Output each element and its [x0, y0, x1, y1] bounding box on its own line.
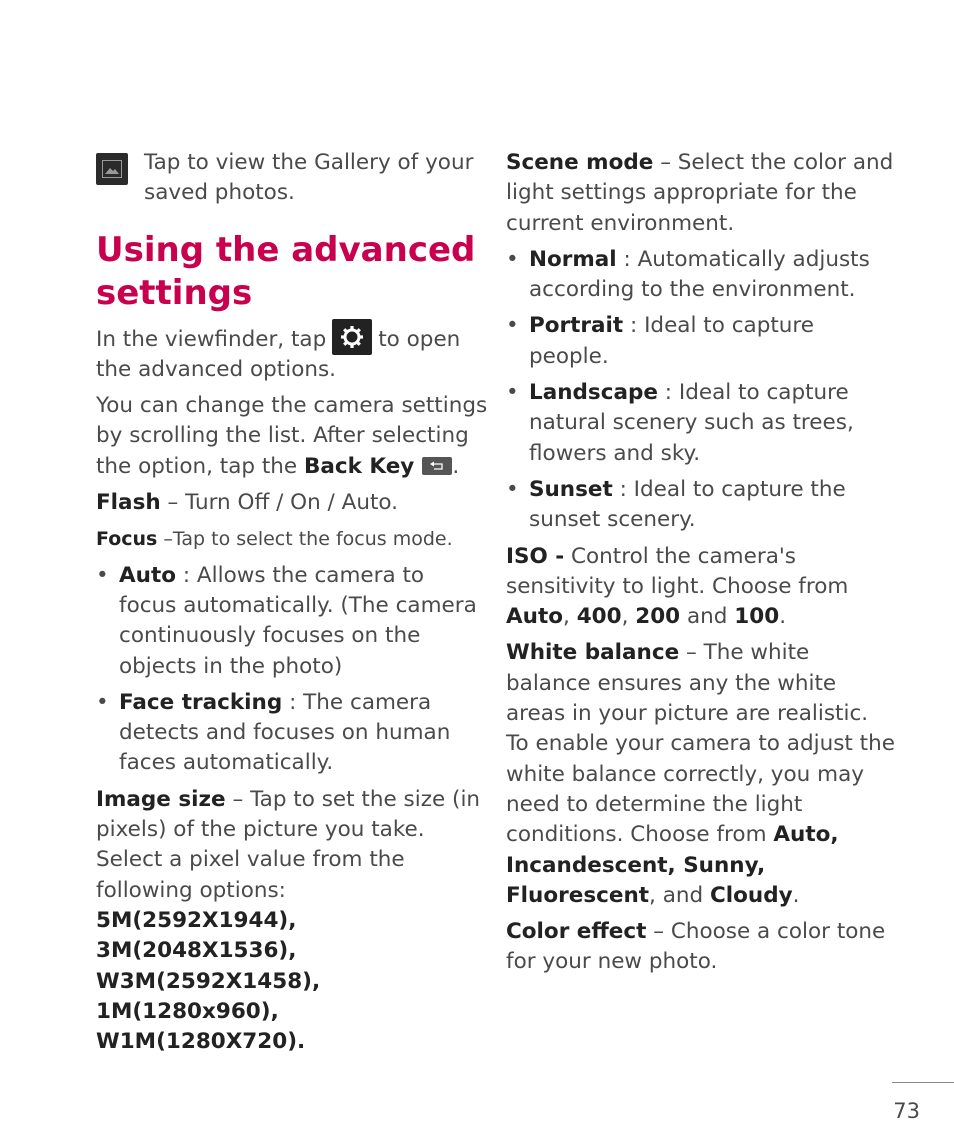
image-size-label: Image size [96, 786, 226, 812]
iso-option: 100 [734, 604, 780, 630]
white-balance-last-option: Cloudy [710, 882, 793, 908]
focus-item-text: : Allows the camera to focus automatically. (The camera continuously focuses on the objects in the photo) [119, 562, 477, 679]
page-number: 73 [893, 1099, 920, 1123]
iso-separator: , [621, 604, 629, 630]
list-item [506, 245, 896, 306]
scene-item-label: Sunset [529, 476, 613, 502]
back-key-label: Back Key [304, 453, 415, 479]
white-balance-end: . [792, 882, 800, 908]
intro-paragraph [96, 319, 488, 386]
scene-item-label: Landscape [529, 380, 658, 406]
gallery-tip-text: Tap to view the Gallery of your saved photos. [144, 150, 474, 206]
white-balance-label: White balance [506, 640, 680, 666]
intro-text-end: to open the advanced options. [96, 326, 461, 382]
list-item [96, 561, 488, 682]
image-size-paragraph [96, 785, 488, 1058]
white-balance-text: – The white balance ensures any the white areas in your picture are realistic. To enable your camera to adjust the white balance correctly, you may need to determine the light conditions. Choose from [506, 640, 895, 848]
white-balance-and: , and [649, 882, 704, 908]
iso-label: ISO - [506, 543, 565, 569]
scene-mode-text: – Select the color and light settings appropriate for the current environment. [506, 150, 894, 236]
image-size-text: – Tap to set the size (in pixels) of the picture you take. Select a pixel value from the following options: [96, 786, 481, 903]
focus-label: Focus [96, 528, 158, 551]
list-item [506, 378, 896, 469]
right-column [506, 148, 896, 984]
iso-option: 200 [635, 604, 681, 630]
scene-item-label: Portrait [529, 313, 624, 339]
scene-item-label: Normal [529, 246, 617, 272]
scene-item-text: : Ideal to capture natural scenery such as trees, flowers and sky. [529, 380, 854, 466]
color-effect-paragraph [506, 917, 896, 978]
iso-option: 400 [576, 604, 622, 630]
scene-item-text: : Ideal to capture the sunset scenery. [529, 476, 846, 533]
change-end: . [452, 453, 460, 479]
flash-label: Flash [96, 490, 161, 516]
page-heading: Using the advanced settings [96, 229, 476, 313]
list-item [506, 311, 896, 372]
scene-item-text: : Automatically adjusts according to the environment. [529, 246, 870, 303]
flash-text: – Turn Off / On / Auto. [167, 490, 399, 516]
focus-text: –Tap to select the focus mode. [163, 528, 453, 551]
scene-item-text: : Ideal to capture people. [529, 313, 815, 369]
iso-and: and [687, 604, 728, 630]
list-item [96, 688, 488, 779]
focus-item-text: : The camera detects and focuses on human faces automatically. [119, 689, 451, 776]
gallery-icon [96, 153, 128, 185]
left-column [96, 148, 488, 1063]
change-text: You can change the camera settings by scrolling the list. After selecting the option, tap the [96, 393, 488, 479]
scene-mode-label: Scene mode [506, 150, 654, 175]
iso-paragraph [506, 542, 896, 633]
list-item [506, 475, 896, 536]
color-effect-text: – Choose a color tone for your new photo. [506, 919, 886, 975]
gallery-tip [96, 148, 488, 209]
intro-text: In the viewfinder, tap [96, 326, 327, 352]
footer-divider [892, 1082, 954, 1083]
iso-option: Auto [506, 604, 563, 630]
focus-item-label: Auto [119, 562, 176, 588]
scene-mode-paragraph [506, 148, 896, 239]
focus-item-label: Face tracking [119, 689, 283, 715]
iso-end: . [779, 604, 787, 630]
change-paragraph [96, 391, 488, 482]
scene-mode-list [506, 245, 896, 536]
color-effect-label: Color effect [506, 919, 647, 945]
gear-icon [332, 319, 372, 355]
iso-text: Control the camera's sensitivity to light. Choose from [506, 543, 849, 599]
focus-list [96, 561, 488, 779]
white-balance-paragraph [506, 638, 896, 911]
focus-paragraph [96, 524, 488, 554]
white-balance-options: Auto, Incandescent, Sunny, Fluorescent [506, 822, 839, 908]
flash-paragraph [96, 488, 488, 518]
iso-separator: , [563, 604, 570, 630]
image-size-options: 5M(2592X1944), 3M(2048X1536), W3M(2592X1458), 1M(1280x960), W1M(1280X720). [96, 907, 321, 1055]
back-key-icon [422, 457, 452, 475]
